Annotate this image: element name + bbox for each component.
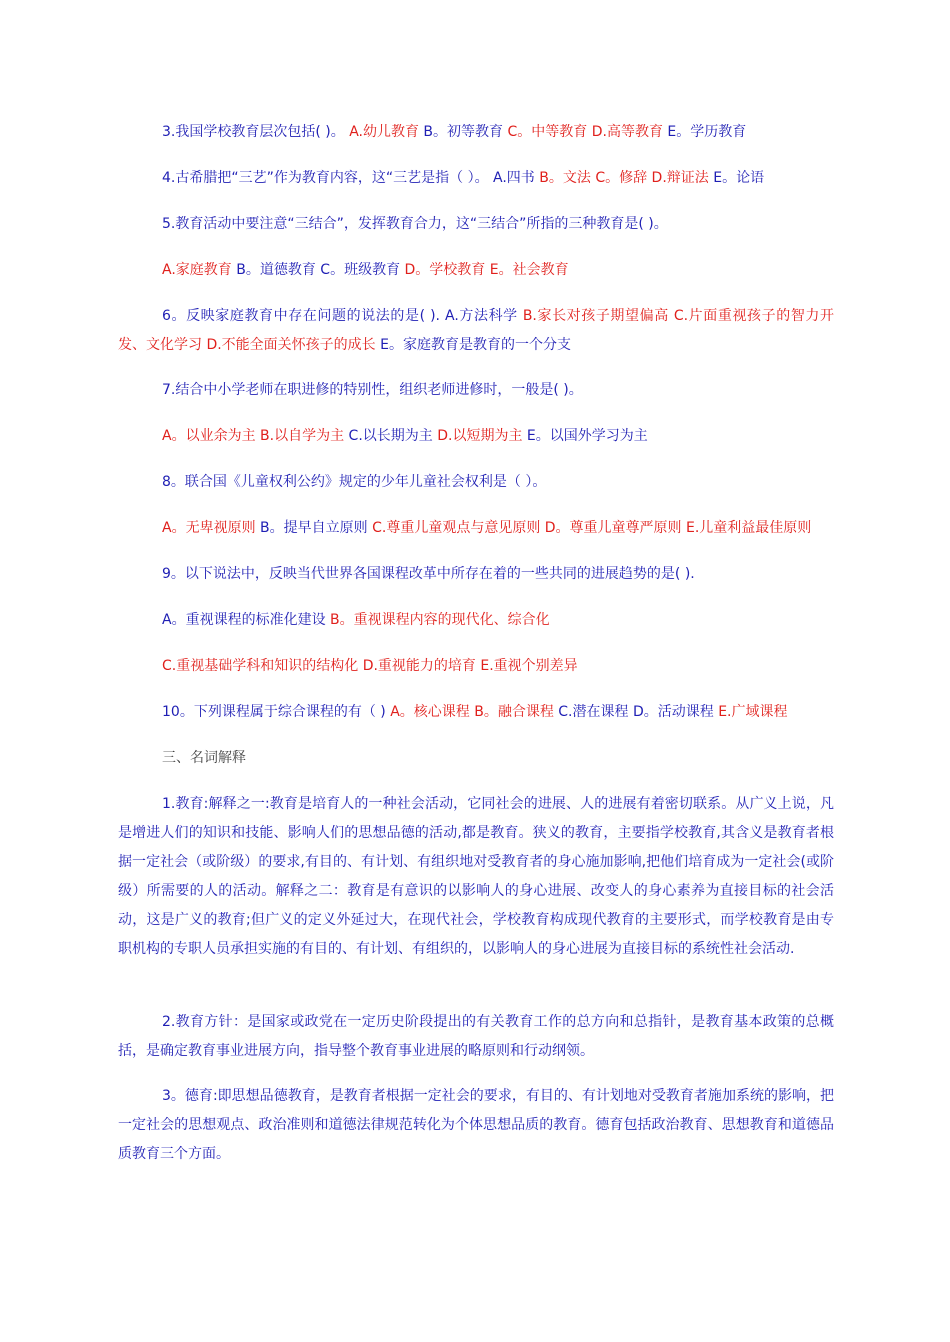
text-run: 5.教育活动中要注意“三结合”，发挥教育合力，这“三结合”所指的三种教育是( )。 <box>162 216 668 232</box>
text-run: E。论语 <box>713 170 765 186</box>
text-run: B。初等教育 <box>423 124 508 140</box>
question-8 <box>162 468 838 497</box>
question-9-options-1 <box>162 606 838 635</box>
text-run: A。无卑视原则 <box>162 520 261 536</box>
text-run: D.辩证法 <box>651 170 714 186</box>
text-run: A.家庭教育 <box>162 262 237 278</box>
text-run: A。以业余为主 <box>162 428 261 444</box>
definition-education-policy: 2.教育方针：是国家或政党在一定历史阶段提出的有关教育工作的总方向和总指针，是教育基本政策的总概括，是确定教育事业进展方向，指导整个教育事业进展的略原则和行动纲领。 <box>118 1014 834 1059</box>
text-run: C。中等教育 <box>507 124 592 140</box>
question-5 <box>162 210 838 239</box>
text-run: E。家庭教育是教育的一个分支 <box>380 337 571 353</box>
text-run: 4.古希腊把“三艺”作为教育内容，这“三艺是指（ ）。 <box>162 170 494 186</box>
question-5-options <box>162 256 838 285</box>
question-7 <box>162 376 838 405</box>
text-run: C。修辞 <box>595 170 652 186</box>
text-run: 10。下列课程属于综合课程的有（ ) <box>162 704 391 720</box>
text-run: 8。联合国《儿童权利公约》规定的少年儿童社会权利是（ ）。 <box>162 474 547 490</box>
text-run: B。重视课程内容的现代化、综合化 <box>330 612 550 628</box>
text-run: B。提早自立原则 <box>260 520 373 536</box>
text-run: A。重视课程的标准化建设 <box>162 612 331 628</box>
text-run: D。尊重儿童尊严原则 <box>544 520 687 536</box>
question-10 <box>162 698 838 727</box>
question-6 <box>118 302 834 360</box>
definition-education: 1.教育:解释之一:教育是培育人的一种社会活动，它同社会的进展、人的进展有着密切联系。从广义上说，凡是增进人们的知识和技能、影响人们的思想品德的活动,都是教育。狭义的教育，主要指学校教育,其含义是教育者根据一定社会（或阶级）的要求,有目的、有计划、有组织地对受教育者的身心施加影响,把他们培育成为一定社会(或阶级）所需要的人的活动。解释之二：教育是有意识的以影响人的身心进展、改变人的身心素养为直接目标的社会活动，这是广义的教育;但广义的定义外延过大，在现代社会，学校教育构成现代教育的主要形式，而学校教育是由专职机构的专职人员承担实施的有目的、有计划、有组织的，以影响人的身心进展为直接目标的系统性社会活动. <box>118 796 834 957</box>
text-run: 3.我国学校教育层次包括( )。 <box>162 124 350 140</box>
section-title: 三、名词解释 <box>162 750 246 766</box>
text-run: C.以长期为主 <box>348 428 438 444</box>
text-run: B.家长对孩子期望偏高 <box>522 308 674 324</box>
text-run: D。学校教育 <box>404 262 490 278</box>
question-3 <box>162 118 838 147</box>
question-9-options-2 <box>162 652 838 681</box>
question-8-options <box>162 514 838 543</box>
text-run: E。社会教育 <box>489 262 569 278</box>
text-run: A.方法科学 <box>445 308 523 324</box>
text-run: B。道德教育 <box>236 262 321 278</box>
text-run: C.片面重视孩子的智力开发、文化学习 <box>118 308 835 353</box>
text-run: A.幼儿教育 <box>349 124 424 140</box>
text-run: B。融合课程 <box>474 704 559 720</box>
text-run: D.重视能力的培育 <box>362 658 481 674</box>
question-7-options <box>162 422 838 451</box>
text-run: E。学历教育 <box>667 124 747 140</box>
text-run: C.尊重儿童观点与意见原则 <box>372 520 545 536</box>
question-9 <box>162 560 838 589</box>
text-run: C.重视基础学科和知识的结构化 <box>162 658 363 674</box>
definition-moral-education: 3。德育:即思想品德教育，是教育者根据一定社会的要求，有目的、有计划地对受教育者施加系统的影响，把一定社会的思想观点、政治准则和道德法律规范转化为个体思想品质的教育。德育包括政治教育、思想教育和道德品质教育三个方面。 <box>118 1088 834 1162</box>
text-run: D.以短期为主 <box>437 428 527 444</box>
question-4 <box>162 164 838 193</box>
text-run: 7.结合中小学老师在职进修的特别性，组织老师进修时，一般是( )。 <box>162 382 583 398</box>
text-run: C。班级教育 <box>320 262 405 278</box>
text-run: B.以自学为主 <box>260 428 349 444</box>
text-run: D.不能全面关怀孩子的成长 <box>206 337 381 353</box>
text-run: C.潜在课程 <box>558 704 633 720</box>
text-run: E.广域课程 <box>718 704 788 720</box>
text-run: B。文法 <box>539 170 596 186</box>
text-run: E.儿童利益最佳原则 <box>686 520 812 536</box>
text-run: E.重视个别差异 <box>480 658 578 674</box>
text-run: D。活动课程 <box>632 704 719 720</box>
text-run: 9。以下说法中，反映当代世界各国课程改革中所存在着的一些共同的进展趋势的是( ). <box>162 566 695 582</box>
text-run: D.高等教育 <box>591 124 668 140</box>
text-run: A。核心课程 <box>390 704 475 720</box>
text-run: E。以国外学习为主 <box>526 428 648 444</box>
text-run: A.四书 <box>493 170 540 186</box>
text-run: 6。反映家庭教育中存在问题的说法的是( ). <box>162 308 446 324</box>
